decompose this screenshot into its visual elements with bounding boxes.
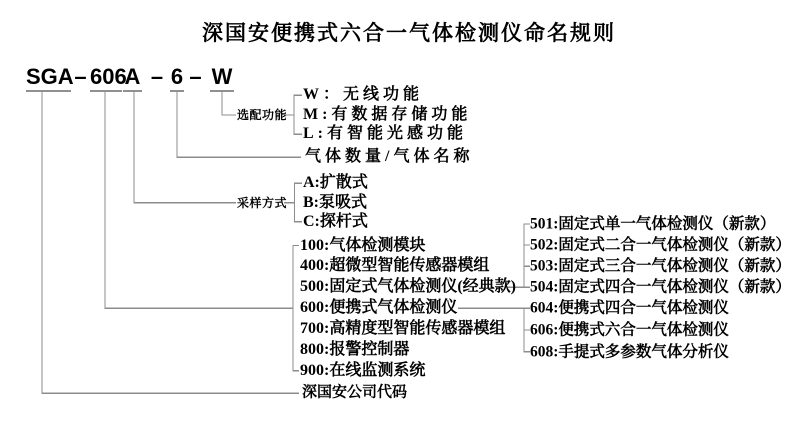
model-segment-company: SGA: [26, 64, 71, 92]
portable-608: 608:手提式多参数气体分析仪: [530, 342, 729, 360]
model-segment-gas-count: 6: [170, 64, 184, 92]
bracket-sampling: [295, 183, 303, 222]
line-sampling: [134, 91, 236, 203]
fixed-new-502: 502:固定式二合一气体检测仪（新款）: [530, 236, 791, 254]
model-segment-sampling: A: [123, 64, 142, 92]
model-segment-dash: –: [189, 64, 202, 89]
line-company-code: [42, 91, 299, 393]
bracket-product-series: [293, 246, 299, 371]
model-segment-series: 606: [90, 64, 122, 92]
line-gas-info: [177, 91, 301, 157]
page-title: 深国安便携式六合一气体检测仪命名规则: [202, 21, 616, 45]
optional-feature-m: M:有数据存储功能: [303, 106, 472, 123]
company-code-label: 深国安公司代码: [302, 384, 408, 401]
product-series-900: 900:在线监测系统: [300, 361, 426, 379]
fixed-new-503: 503:固定式三合一气体检测仪（新款）: [530, 257, 791, 275]
model-segment-dash: –: [74, 64, 87, 89]
fixed-new-504: 504:固定式四合一气体检测仪（新款）: [530, 278, 791, 296]
product-series-600: 600:便携式气体检测仪: [300, 299, 458, 317]
product-series-500: 500:固定式气体检测仪(经典款): [300, 278, 516, 296]
sampling-option-c: C:探杆式: [303, 212, 368, 230]
optional-feature-w: W：无线功能: [303, 86, 424, 104]
bracket-optional-features: [294, 95, 302, 134]
line-optional: [222, 91, 236, 115]
optional-feature-l: L:有智能光感功能: [303, 125, 468, 143]
portable-606: 606:便携式六合一气体检测仪: [530, 321, 729, 339]
sampling-option-a: A:扩散式: [303, 174, 368, 192]
product-series-700: 700:高精度型智能传感器模组: [300, 320, 506, 338]
product-series-100: 100:气体检测模块: [300, 236, 426, 254]
portable-604: 604:便携式四合一气体检测仪: [530, 299, 729, 317]
model-segment-option: W: [210, 64, 234, 92]
label-optional-features: 选配功能: [237, 108, 288, 122]
label-sampling-method: 采样方式: [237, 195, 288, 210]
sampling-option-b: B:泵吸式: [303, 193, 368, 211]
product-series-800: 800:报警控制器: [300, 341, 410, 358]
gas-info-label: 气体数量/气体名称: [305, 148, 474, 166]
product-series-400: 400:超微型智能传感器模组: [300, 257, 490, 275]
model-segment-dash: –: [150, 64, 164, 89]
fixed-new-501: 501:固定式单一气体检测仪（新款）: [530, 215, 776, 233]
